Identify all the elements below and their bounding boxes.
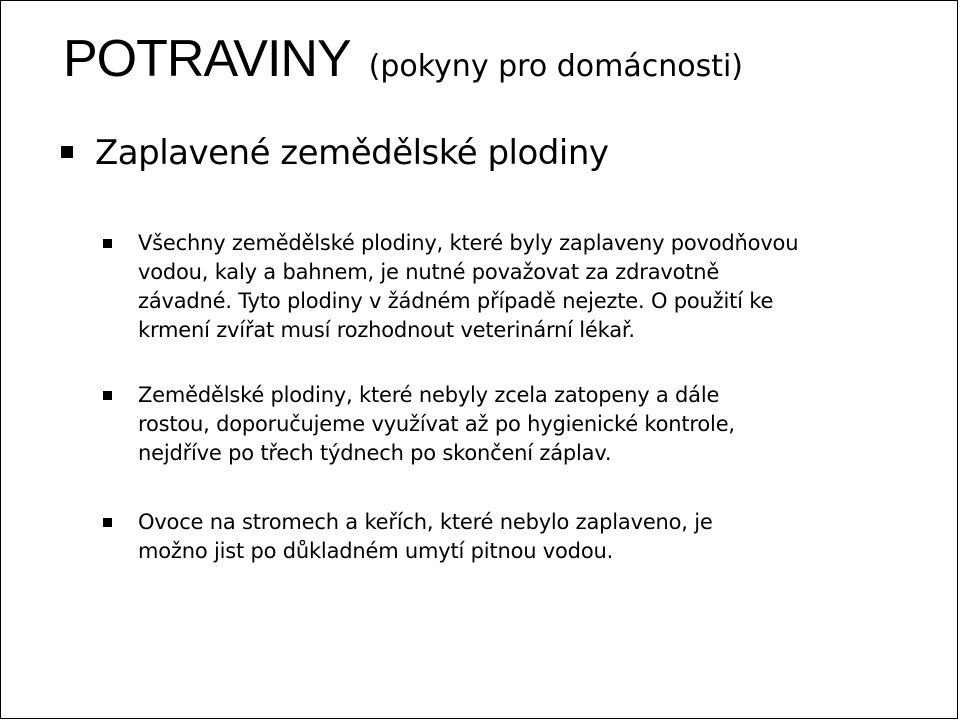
bullet-text: [138, 229, 923, 345]
title-subtitle: (pokyny pro domácnosti): [368, 49, 744, 84]
section-heading-text: Zaplavené zemědělské plodiny: [95, 133, 609, 173]
bullet-line: možno jist po důkladném umytí pitnou vodou.: [138, 539, 614, 563]
bullet-line: krmení zvířat musí rozhodnout veterinární lékař.: [138, 318, 635, 342]
bullet-line: Zemědělské plodiny, které nebyly zcela zatopeny a dále: [138, 383, 720, 407]
bullet-line: závadné. Tyto plodiny v žádném případě nejezte. O použití ke: [138, 289, 774, 313]
bullet-item-partially-flooded: [103, 381, 923, 468]
bullet-item-flooded-crops: [103, 229, 923, 345]
bullet-text: [138, 381, 923, 468]
bullet-line: vodou, kaly a bahnem, je nutné považovat za zdravotně: [138, 260, 720, 284]
bullet-text: [138, 508, 923, 566]
square-bullet-icon: [103, 391, 112, 400]
page-title: [63, 29, 743, 89]
bullet-line: nejdříve po třech týdnech po skončení záplav.: [138, 441, 612, 465]
bullet-item-fruit: [103, 508, 923, 566]
square-bullet-icon: [103, 518, 112, 527]
square-bullet-icon: [103, 239, 112, 248]
bullet-line: Ovoce na stromech a keřích, které nebylo zaplaveno, je: [138, 510, 713, 534]
section-heading: [61, 133, 609, 173]
bullet-line: rostou, doporučujeme využívat až po hygienické kontrole,: [138, 412, 735, 436]
title-main: POTRAVINY: [63, 30, 351, 88]
square-bullet-icon: [61, 146, 73, 158]
bullet-line: Všechny zemědělské plodiny, které byly zaplaveny povodňovou: [138, 231, 799, 255]
